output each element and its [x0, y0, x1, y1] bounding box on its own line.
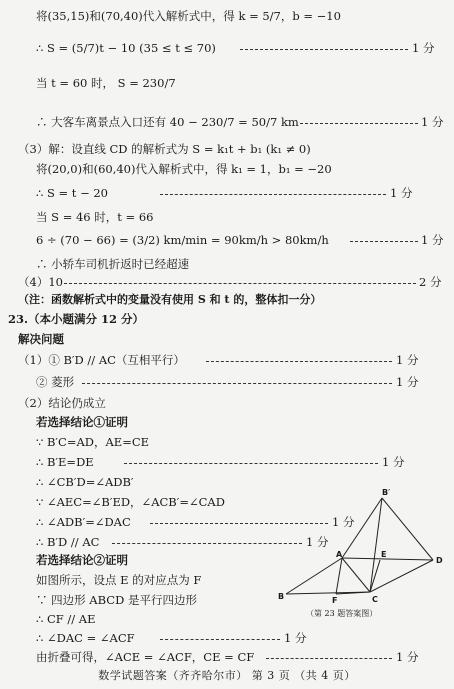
- dotted-leader: [160, 639, 280, 640]
- answer-line: [0, 209, 454, 225]
- edge-a-c: [342, 558, 370, 592]
- score-label: 1 分: [306, 535, 329, 549]
- geometry-figure: [276, 488, 446, 618]
- score-label: 1 分: [284, 631, 307, 645]
- point-label: C: [372, 595, 378, 604]
- answer-line: [0, 185, 454, 201]
- line-text: ∴ 小轿车司机折返时已经超速: [36, 257, 190, 271]
- line-text: （1）① B′D // AC（互相平行）: [18, 353, 185, 367]
- answer-line: [0, 454, 454, 470]
- figure-drawing: [276, 488, 446, 608]
- line-text: ∵ 四边形 ABCD 是平行四边形: [36, 593, 197, 607]
- figure-caption: （第 23 题答案图）: [306, 609, 378, 618]
- edge-a-d: [342, 558, 433, 560]
- dotted-leader: [160, 194, 386, 195]
- point-label: F: [332, 596, 338, 605]
- line-text: 当 S = 46 时，t = 66: [36, 210, 154, 224]
- dotted-leader: [64, 283, 416, 284]
- point-label: E: [381, 550, 387, 559]
- line-text: 当 t = 60 时， S = 230/7: [36, 76, 176, 90]
- line-text: 由折叠可得，∠ACE = ∠ACF，CE = CF: [36, 650, 255, 664]
- answer-line: [0, 414, 454, 430]
- answer-line: [0, 630, 454, 646]
- line-text: ∴ ∠ADB′=∠DAC: [36, 515, 131, 529]
- dotted-leader: [112, 543, 302, 544]
- answer-line: [0, 352, 454, 368]
- score-label: 1 分: [390, 186, 413, 200]
- page-footer: 数学试题答案（齐齐哈尔市） 第 3 页 （共 4 页）: [98, 669, 356, 682]
- dotted-leader: [124, 463, 378, 464]
- answer-line: [0, 75, 454, 91]
- line-text: ∴ B′E=DE: [36, 455, 94, 469]
- section-heading: 若选择结论①证明: [36, 415, 128, 429]
- answer-line: [0, 274, 454, 290]
- answer-line: [0, 292, 454, 308]
- line-text: ∴ B′D // AC: [36, 535, 100, 549]
- dotted-leader: [350, 241, 418, 242]
- answer-line: [0, 114, 454, 130]
- line-text: ∴ ∠DAC = ∠ACF: [36, 631, 135, 645]
- note-text: （注：函数解析式中的变量没有使用 S 和 t 的，整体扣一分）: [18, 293, 322, 306]
- score-label: 1 分: [421, 115, 444, 129]
- answer-line: [0, 434, 454, 450]
- line-text: （4）10: [18, 275, 63, 289]
- answer-line: [0, 395, 454, 411]
- answer-line: [0, 374, 454, 390]
- score-label: 1 分: [332, 515, 355, 529]
- line-text: 6 ÷ (70 − 66) = (3/2) km/min = 90km/h > 80km/h: [36, 233, 329, 247]
- section-heading: 解决问题: [18, 332, 64, 346]
- line-text: ∴ 大客车离景点入口还有 40 − 230/7 = 50/7 km: [36, 115, 299, 129]
- line-text: ② 菱形: [36, 375, 75, 389]
- line-text: 如图所示，设点 E 的对应点为 F: [36, 573, 202, 587]
- line-text: ∴ S = t − 20: [36, 186, 108, 200]
- dotted-leader: [82, 383, 392, 384]
- dotted-leader: [266, 658, 392, 659]
- edge-b-prime-a: [342, 498, 382, 558]
- line-text: （2）结论仍成立: [18, 396, 106, 410]
- answer-line: [0, 8, 454, 24]
- edge-c-d: [370, 560, 433, 592]
- line-text: 将(35,15)和(70,40)代入解析式中，得 k = 5/7，b = −10: [36, 9, 341, 23]
- point-label: B: [278, 592, 285, 601]
- dotted-leader: [206, 361, 392, 362]
- answer-line: [0, 256, 454, 272]
- score-label: 1 分: [382, 455, 405, 469]
- answer-line: [0, 40, 454, 56]
- score-label: 1 分: [396, 353, 419, 367]
- score-label: 1 分: [421, 233, 444, 247]
- line-text: ∴ CF // AE: [36, 612, 96, 626]
- score-label: 1 分: [396, 375, 419, 389]
- section-heading: 若选择结论②证明: [36, 553, 128, 567]
- point-label: D: [436, 556, 443, 565]
- answer-line: [0, 232, 454, 248]
- answer-line: [0, 311, 454, 327]
- line-text: ∵ ∠AEC=∠B′ED，∠ACB′=∠CAD: [36, 495, 225, 509]
- point-label: A: [336, 550, 343, 559]
- line-text: 将(20,0)和(60,40)代入解析式中，得 k₁ = 1，b₁ = −20: [36, 162, 332, 176]
- answer-line: [0, 649, 454, 665]
- score-label: 2 分: [419, 275, 442, 289]
- dotted-leader: [300, 123, 418, 124]
- line-text: ∴ ∠CB′D=∠ADB′: [36, 475, 134, 489]
- score-label: 1 分: [396, 650, 419, 664]
- line-text: ∵ B′C=AD，AE=CE: [36, 435, 150, 449]
- dotted-leader: [240, 49, 408, 50]
- answer-line: [0, 141, 454, 157]
- edge-a-b: [286, 558, 342, 594]
- answer-line: [0, 331, 454, 347]
- edge-b-prime-c: [370, 498, 382, 592]
- question-heading: 23.（本小题满分 12 分）: [8, 312, 145, 326]
- edge-b-prime-d: [382, 498, 433, 560]
- line-text: ∴ S = (5/7)t − 10 (35 ≤ t ≤ 70): [36, 41, 216, 55]
- line-text: （3）解：设直线 CD 的解析式为 S = k₁t + b₁ (k₁ ≠ 0): [18, 142, 311, 156]
- answer-line: [0, 161, 454, 177]
- point-label: B′: [382, 488, 391, 497]
- score-label: 1 分: [412, 41, 435, 55]
- edge-a-f: [336, 558, 342, 594]
